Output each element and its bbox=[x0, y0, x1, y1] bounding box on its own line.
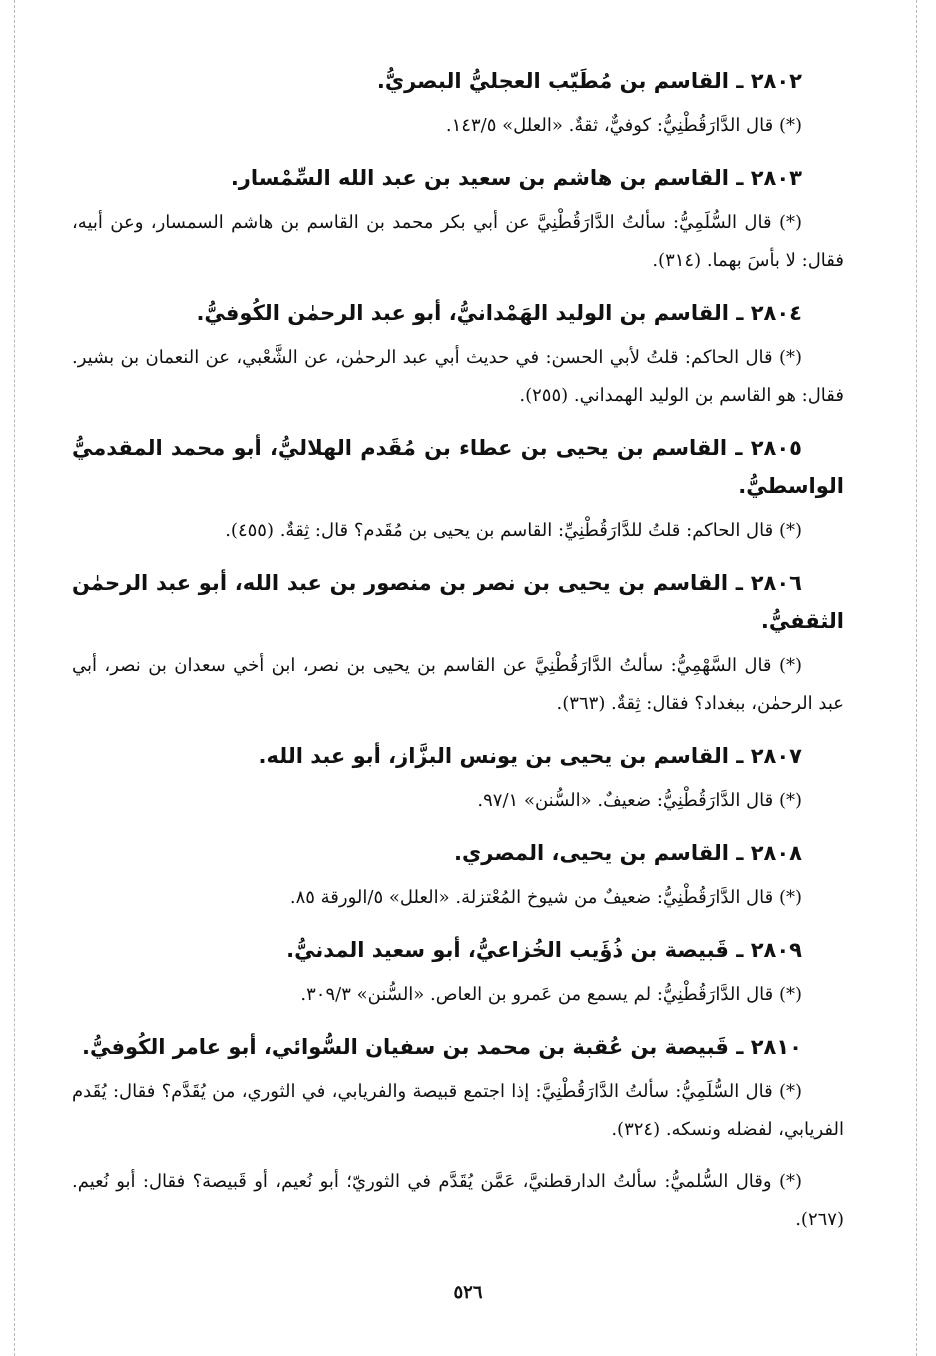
entry-note: (*) قال السَّهْمِيُّ: سألتُ الدَّارَقُطْنِيَّ عن القاسم بن يحيى بن نصر، ابن أخي سعدان بن نصر، أبي عبد الرحمٰن، ببغداد؟ فقال: ثِقةٌ. (٣٦٣). bbox=[72, 655, 844, 714]
scan-edge-left bbox=[14, 0, 15, 1356]
entry-heading: ٢٨٠٧ ـ القاسم بن يحيى بن يونس البزَّاز، أبو عبد الله. bbox=[258, 744, 802, 768]
entry-note: (*) قال السُّلَمِيُّ: سألتُ الدَّارَقُطْنِيَّ: إذا اجتمع قبيصة والفريابي، في الثوري، من يُقَدَّم؟ فقال: يُقَدم الفريابي، لفضله ونسكه. (٣٢٤). bbox=[72, 1081, 844, 1140]
entry-heading: ٢٨٠٩ ـ قَبيصة بن ذُؤَيب الخُزاعيُّ، أبو سعيد المدنيُّ. bbox=[286, 938, 802, 962]
entry-heading: ٢٨١٠ ـ قَبيصة بن عُقبة بن محمد بن سفيان السُّوائي، أبو عامر الكُوفيُّ. bbox=[81, 1035, 802, 1059]
entry-heading: ٢٨٠٨ ـ القاسم بن يحيى، المصري. bbox=[454, 841, 802, 865]
entry-2809 bbox=[72, 931, 844, 1014]
scan-edge-right bbox=[916, 0, 917, 1356]
entry-heading: ٢٨٠٦ ـ القاسم بن يحيى بن نصر بن منصور بن عبد الله، أبو عبد الرحمٰن الثقفيُّ. bbox=[72, 571, 844, 633]
entry-note: (*) قال الحاكم: قلتُ للدَّارَقُطْنِيِّ: القاسم بن يحيى بن مُقَدم؟ قال: ثِقةٌ. (٤٥٥). bbox=[225, 520, 802, 541]
entry-2807 bbox=[72, 737, 844, 820]
entry-2806 bbox=[72, 564, 844, 723]
entry-note: (*) قال الدَّارَقُطْنِيُّ: لم يسمع من عَمرو بن العاص. «السُّنن» ٣٠٩/٣. bbox=[300, 984, 802, 1005]
entry-note: (*) قال الدَّارَقُطْنِيُّ: ضعيفٌ. «السُّنن» ٩٧/١. bbox=[477, 790, 802, 811]
page-number: ٥٢٦ bbox=[453, 1282, 483, 1303]
entry-note: (*) قال السُّلَمِيُّ: سألتُ الدَّارَقُطْنِيَّ عن أبي بكر محمد بن القاسم بن هاشم السمسار، وعن أبيه، فقال: لا بأسَ بهما. (٣١٤). bbox=[72, 212, 844, 271]
entry-note: (*) وقال السُّلميُّ: سألتُ الدارقطنيَّ، عَمَّن يُقَدَّم في الثوريّ؛ أبو نُعيم، أو قَبيصة؟ فقال: أبو نُعيم. (٢٦٧). bbox=[72, 1171, 844, 1230]
entry-note: (*) قال الحاكم: قلتُ لأبي الحسن: في حديث أبي عبد الرحمٰن، عن الشَّعْبي، عن النعمان بن بشير. فقال: هو القاسم بن الوليد الهمداني. (٢٥٥). bbox=[72, 347, 844, 406]
entry-heading: ٢٨٠٤ ـ القاسم بن الوليد الهَمْدانيُّ، أبو عبد الرحمٰن الكُوفيُّ. bbox=[196, 301, 802, 325]
entry-heading: ٢٨٠٣ ـ القاسم بن هاشم بن سعيد بن عبد الله السِّمْسار. bbox=[230, 166, 802, 190]
entry-2803 bbox=[72, 159, 844, 280]
entry-2802 bbox=[72, 62, 844, 145]
entry-heading: ٢٨٠٥ ـ القاسم بن يحيى بن عطاء بن مُقَدم الهلاليُّ، أبو محمد المقدميُّ الواسطيُّ. bbox=[72, 436, 844, 498]
entry-note: (*) قال الدَّارَقُطْنِيُّ: كوفيٌّ، ثقةٌ. «العلل» ١٤٣/٥. bbox=[445, 115, 802, 136]
entry-2805 bbox=[72, 429, 844, 550]
entry-2810 bbox=[72, 1028, 844, 1239]
entry-2804 bbox=[72, 294, 844, 415]
entry-heading: ٢٨٠٢ ـ القاسم بن مُطَيّب العجليُّ البصريُّ. bbox=[376, 69, 802, 93]
page-body bbox=[72, 62, 844, 1253]
entry-note: (*) قال الدَّارَقُطْنِيُّ: ضعيفٌ من شيوخ المُعْتزلة. «العلل» ٥/الورقة ٨٥. bbox=[289, 887, 802, 908]
entry-2808 bbox=[72, 834, 844, 917]
